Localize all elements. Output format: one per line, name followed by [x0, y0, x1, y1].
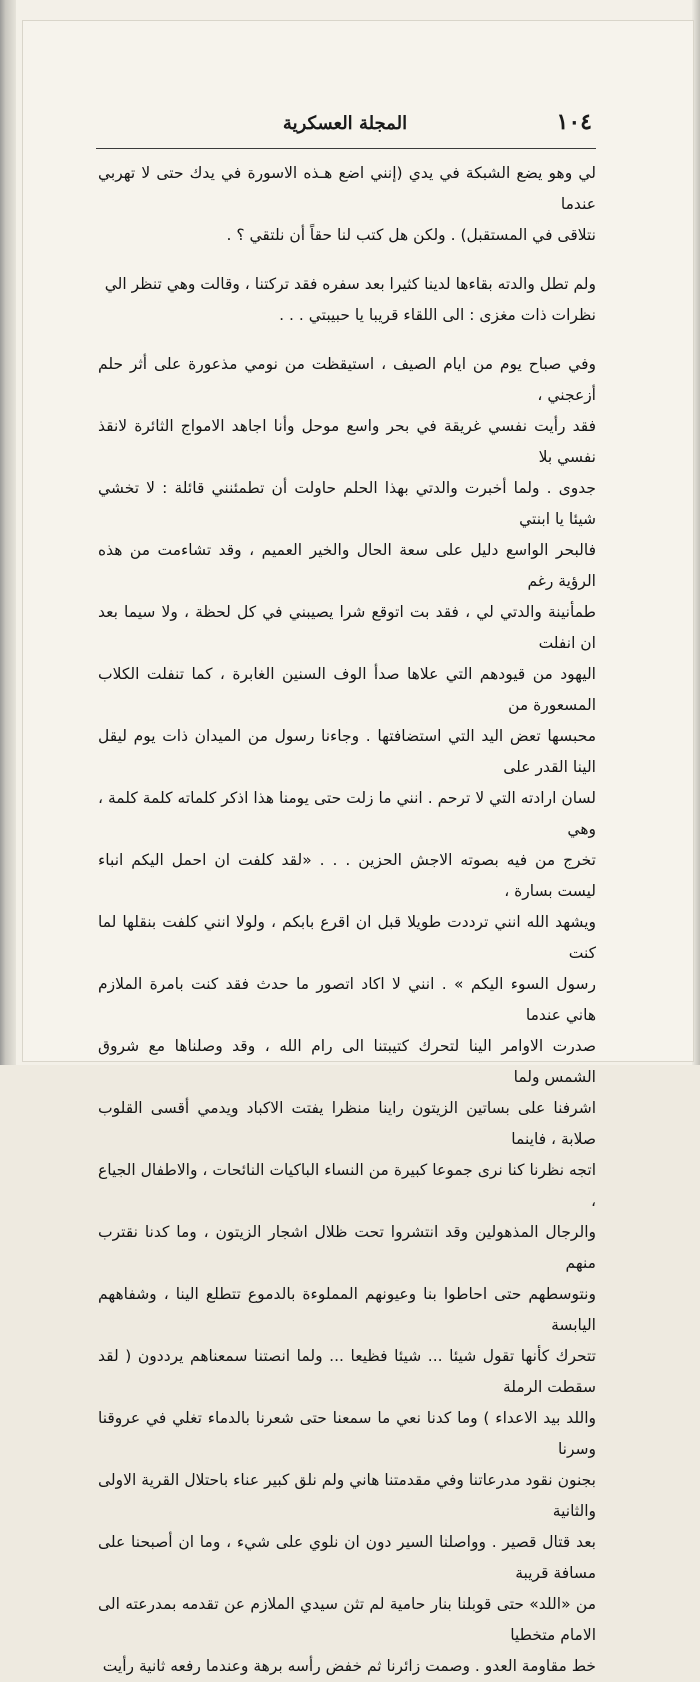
- text-line: بعد قتال قصير . وواصلنا السير دون ان نلوي على شيء ، وما ان أصبحنا على مسافة قريبة: [98, 1533, 596, 1582]
- text-line: بجنون نقود مدرعاتنا وفي مقدمتنا هاني ولم نلق كبير عناء باحتلال القرية الاولى والثانية: [98, 1471, 596, 1520]
- text-line: وفي صباح يوم من ايام الصيف ، استيقظت من نومي مذعورة على أثر حلم أزعجني ،: [98, 355, 596, 404]
- text-line: لي وهو يضع الشبكة في يدي (إنني اضع هـذه الاسورة في يدك حتى لا تهربي عندما: [98, 164, 596, 213]
- text-line: خط مقاومة العدو . وصمت زائرنا ثم خفض رأسه برهة وعندما رفعه ثانية رأيت: [102, 1657, 596, 1675]
- paragraph: [98, 158, 596, 251]
- text-line: واللد بيد الاعداء ) وما كدنا نعي ما سمعنا حتى شعرنا بالدماء تغلي في عروقنا وسرنا: [98, 1409, 596, 1458]
- text-line: رسول السوء اليكم » . انني لا اكاد اتصور ما حدث فقد كنت بامرة الملازم هاني عندما: [98, 975, 596, 1024]
- text-line: ونتوسطهم حتى احاطوا بنا وعيونهم المملوءة بالدموع تتطلع الينا ، وشفاههم اليابسة: [98, 1285, 596, 1334]
- text-line: تتحرك كأنها تقول شيئا ... شيئا فظيعا ... ولما انصتنا سمعناهم يرددون ( لقد سقطت الرملة: [98, 1347, 596, 1396]
- text-line: من «اللد» حتى قوبلنا بنار حامية لم تثن سيدي الملازم عن تقدمه بمدرعته الى الامام متخطيا: [98, 1595, 596, 1644]
- text-line: اتجه نظرنا كنا نرى جموعا كبيرة من النساء الباكيات النائحات ، والاطفال الجياع ،: [98, 1161, 596, 1210]
- book-spine-shadow: [0, 0, 16, 1065]
- text-line: طمأنينة والدتي لي ، فقد بت اتوقع شرا يصيبني في كل لحظة ، ولا سيما بعد ان انفلت: [98, 603, 596, 652]
- text-line: اشرفنا على بساتين الزيتون راينا منظرا يفتت الاكباد ويدمي أقسى القلوب صلابة ، فاينما: [98, 1099, 596, 1148]
- text-line: ولم تطل والدته بقاءها لدينا كثيرا بعد سفره فقد تركتنا ، وقالت وهي تنظر الي: [104, 275, 596, 293]
- text-line: تخرج من فيه بصوته الاجش الحزين . . . «لقد كلفت ان احمل اليكم انباء ليست بسارة ،: [98, 851, 596, 900]
- text-line: ويشهد الله انني ترددت طويلا قبل ان اقرع بابكم ، ولولا انني كلفت بنقلها لما كنت: [98, 913, 596, 962]
- text-line: صدرت الاوامر الينا لتحرك كتيبتنا الى رام الله ، وقد وصلناها مع شروق الشمس ولما: [98, 1037, 596, 1086]
- text-line: والرجال المذهولين وقد انتشروا تحت ظلال اشجار الزيتون ، وما كدنا نقترب منهم: [98, 1223, 596, 1272]
- page-number: ١٠٤: [556, 109, 592, 135]
- text-line: محبسها تعض اليد التي استضافتها . وجاءنا رسول من الميدان ذات يوم ليقل الينا القدر على: [98, 727, 596, 776]
- text-line: نتلاقى في المستقبل) . ولكن هل كتب لنا حقاً أن نلتقي ؟ .: [226, 226, 596, 244]
- header-divider: [96, 148, 596, 149]
- text-line: جدوى . ولما أخبرت والدتي بهذا الحلم حاولت أن تطمئنني قائلة : لا تخشي شيئا يا ابنتي: [98, 479, 596, 528]
- text-line: نظرات ذات مغزى : الى اللقاء قريبا يا حبيبتي . . .: [279, 306, 596, 324]
- article-body: [98, 158, 596, 1682]
- text-line: اليهود من قيودهم التي علاها صدأ الوف السنين الغابرة ، كما تنفلت الكلاب المسعورة من: [98, 665, 596, 714]
- paragraph: [98, 349, 596, 1682]
- journal-title: المجلة العسكرية: [282, 113, 408, 134]
- paragraph: [98, 269, 596, 331]
- page-header: [98, 107, 592, 143]
- text-line: فقد رأيت نفسي غريقة في بحر واسع موحل وأنا اجاهد الامواج الثائرة لانقذ نفسي بلا: [98, 417, 596, 466]
- text-line: لسان ارادته التي لا ترحم . انني ما زلت حتى يومنا هذا اذكر كلماته كلمة كلمة ، وهي: [98, 789, 596, 838]
- text-line: فالبحر الواسع دليل على سعة الحال والخير العميم ، وقد تشاءمت من هذه الرؤية رغم: [98, 541, 596, 590]
